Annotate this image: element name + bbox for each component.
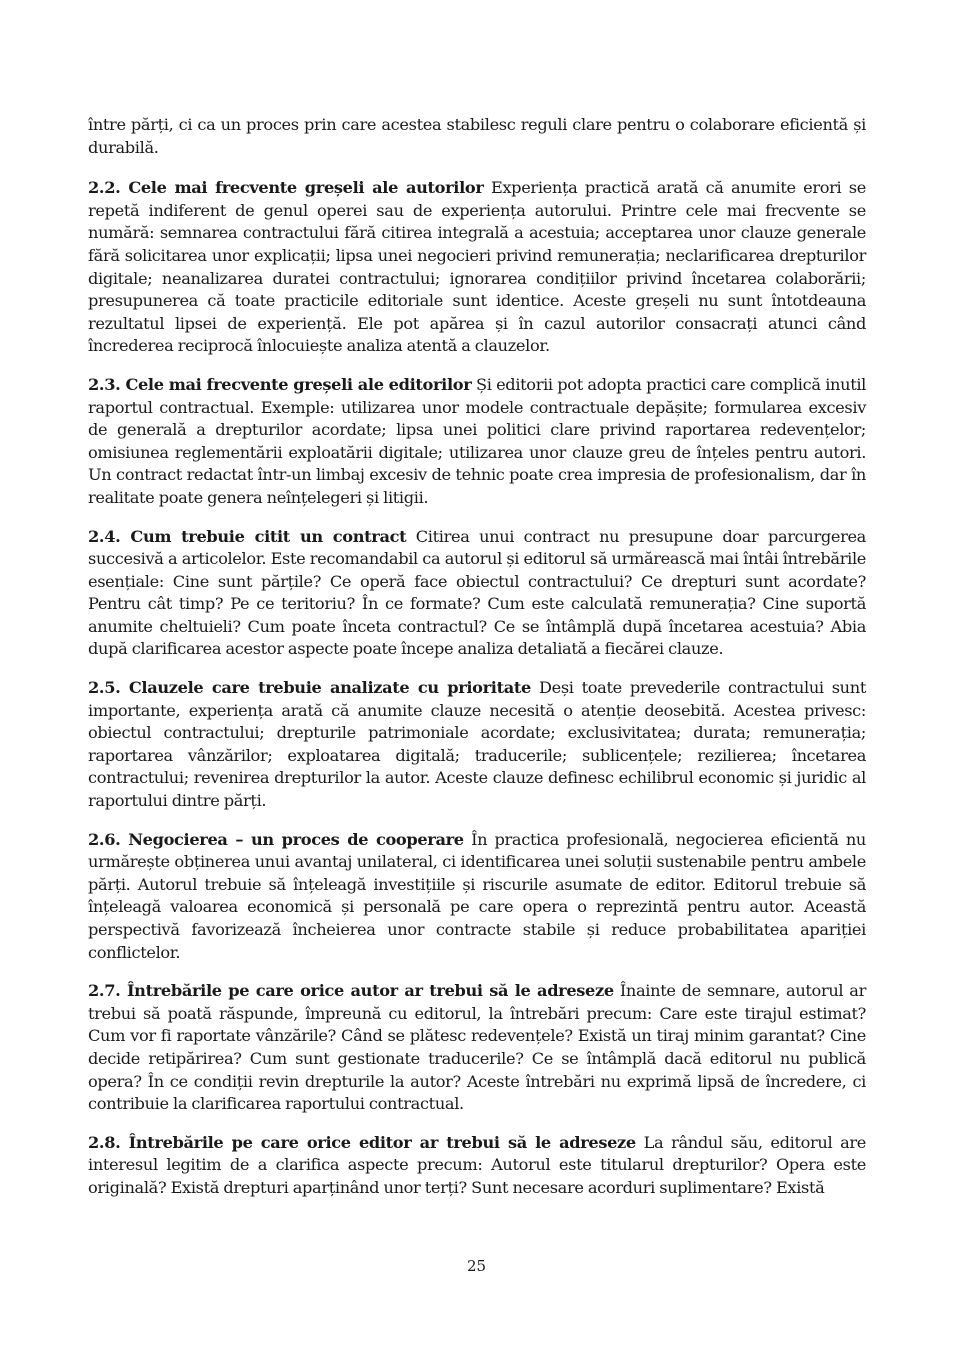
section-text: Deși toate prevederile contractului sunt importante, experiența arată că anumite clauze necesită o atenție deosebită. Acestea privesc: obiectul contractului; drepturile patrimoniale acordate; exclusivitatea; durata; remunerația; raportarea vânzărilor; exploatarea digitală; traducerile; sublicențele; rezilierea; încetarea contractului; revenirea drepturilor la autor. Aceste clauze definesc echilibrul economic și juridic al raportului dintre părți. bbox=[88, 678, 866, 811]
section-2-8 bbox=[88, 1132, 866, 1200]
section-text: Înainte de semnare, autorul ar trebui să poată răspunde, împreună cu editorul, la întrebări precum: Care este tirajul estimat? Cum vor fi raportate vânzările? Când se plătesc redevențele? Există un tiraj minim garantat? Cine decide retipărirea? Cum sunt gestionate traducerile? Ce se întâmplă dacă editorul nu publică opera? În ce condiții revin drepturile la autor? Aceste întrebări nu exprimă lipsă de încredere, ci contribuie la clarificarea raportului contractual. bbox=[88, 981, 866, 1114]
section-heading: 2.4. Cum trebuie citit un contract bbox=[88, 526, 407, 546]
section-heading: 2.3. Cele mai frecvente greșeli ale editorilor bbox=[88, 374, 472, 394]
section-heading: 2.2. Cele mai frecvente greșeli ale autorilor bbox=[88, 178, 484, 198]
paragraph-continuation bbox=[88, 114, 866, 159]
section-text: Și editorii pot adopta practici care complică inutil raportul contractual. Exemple: utilizarea unor modele contractuale depășite; formularea excesiv de generală a drepturilor acordate; lipsa unei politici clare privind raportarea redevențelor; omisiunea reglementării exploatării digitale; utilizarea unor clauze greu de înțeles pentru autori. Un contract redactat într-un limbaj excesiv de tehnic poate crea impresia de profesionalism, dar în realitate poate genera neînțelegeri și litigii. bbox=[88, 374, 866, 507]
section-text: La rândul său, editorul are interesul legitim de a clarifica aspecte precum: Autorul este titularul drepturilor? Opera este originală? Există drepturi aparținând unor terți? Sunt necesare acorduri suplimentare? Există bbox=[88, 1132, 866, 1197]
section-2-2 bbox=[88, 177, 866, 358]
page-number: 25 bbox=[466, 1257, 487, 1275]
section-2-3 bbox=[88, 374, 866, 510]
section-2-6 bbox=[88, 829, 866, 965]
section-2-4 bbox=[88, 526, 866, 662]
section-heading: 2.6. Negocierea – un proces de cooperare bbox=[88, 829, 464, 849]
paragraph-text: între părți, ci ca un proces prin care acestea stabilesc reguli clare pentru o colaborare eficientă și durabilă. bbox=[88, 115, 866, 157]
section-heading: 2.7. Întrebările pe care orice autor ar trebui să le adreseze bbox=[88, 981, 614, 1001]
section-heading: 2.8. Întrebările pe care orice editor ar trebui să le adreseze bbox=[88, 1132, 636, 1152]
section-text: În practica profesională, negocierea eficientă nu urmărește obținerea unui avantaj unilateral, ci identificarea unei soluții sustenabile pentru ambele părți. Autorul trebuie să înțeleagă investițiile și riscurile asumate de editor. Editorul trebuie să înțeleagă valoarea economică și personală pe care opera o reprezintă pentru autor. Această perspectivă favorizează încheierea unor contracte stabile și reduce probabilitatea apariției conflictelor. bbox=[88, 829, 866, 962]
section-2-7 bbox=[88, 980, 866, 1116]
section-2-5 bbox=[88, 677, 866, 813]
section-text: Experiența practică arată că anumite erori se repetă indiferent de genul operei sau de experiența autorului. Printre cele mai frecvente se numără: semnarea contractului fără citirea integrală a acestuia; acceptarea unor clauze generale fără solicitarea unor explicații; lipsa unei negocieri privind remunerația; neclarificarea drepturilor digitale; neanalizarea duratei contractului; ignorarea condițiilor privind încetarea colaborării; presupunerea că toate practicile editoriale sunt identice. Aceste greșeli nu sunt întotdeauna rezultatul lipsei de experiență. Ele pot apărea și în cazul autorilor consacrați atunci când încrederea reciprocă înlocuiește analiza atentă a clauzelor. bbox=[88, 178, 866, 356]
section-heading: 2.5. Clauzele care trebuie analizate cu prioritate bbox=[88, 678, 531, 698]
page-body bbox=[88, 114, 866, 1216]
section-text: Citirea unui contract nu presupune doar parcurgerea succesivă a articolelor. Este recomandabil ca autorul și editorul să urmărească mai întâi întrebările esențiale: Cine sunt părțile? Ce operă face obiectul contractului? Ce drepturi sunt acordate? Pentru cât timp? Pe ce teritoriu? În ce formate? Cum este calculată remunerația? Cine suportă anumite cheltuieli? Cum poate înceta contractul? Ce se întâmplă după încetarea acestuia? Abia după clarificarea acestor aspecte poate începe analiza detaliată a fiecărei clauze. bbox=[88, 526, 866, 659]
